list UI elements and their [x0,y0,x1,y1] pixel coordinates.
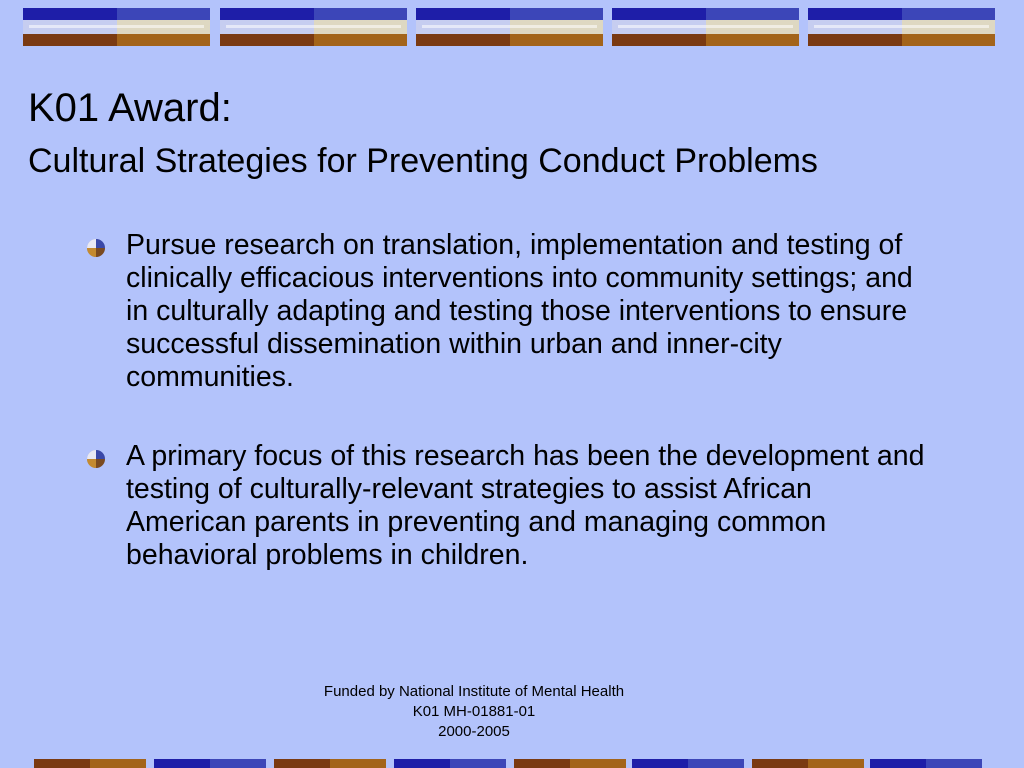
slide-subtitle: Cultural Strategies for Preventing Conduct Problems [28,142,818,180]
banner-block [23,8,210,46]
banner-block [416,8,603,46]
quartered-circle-bullet-icon [86,449,106,469]
bottom-decorative-strip [0,759,1024,768]
footer-line: K01 MH-01881-01 [412,703,536,720]
quartered-circle-bullet-icon [86,238,106,258]
bullet-item [86,229,986,394]
top-banner [0,0,1024,50]
bullet-text: A primary focus of this research has been the development and testing of culturally-relevant strategies to assist African American parents in preventing and managing common behavioral problems in children. [126,440,925,571]
banner-block [612,8,799,46]
slide-title: K01 Award: [28,86,232,130]
bullet-list [86,229,986,572]
footer-funding-note [274,682,674,742]
bullet-item [86,440,986,572]
footer-line: 2000-2005 [438,723,510,740]
footer-line: Funded by National Institute of Mental Health [323,683,625,700]
banner-block [220,8,407,46]
bullet-text: Pursue research on translation, implementation and testing of clinically efficacious interventions into community settings; and in culturally adapting and testing those interventions to ensure successful dissemination within urban and inner-city communities. [126,229,913,393]
banner-block [808,8,995,46]
